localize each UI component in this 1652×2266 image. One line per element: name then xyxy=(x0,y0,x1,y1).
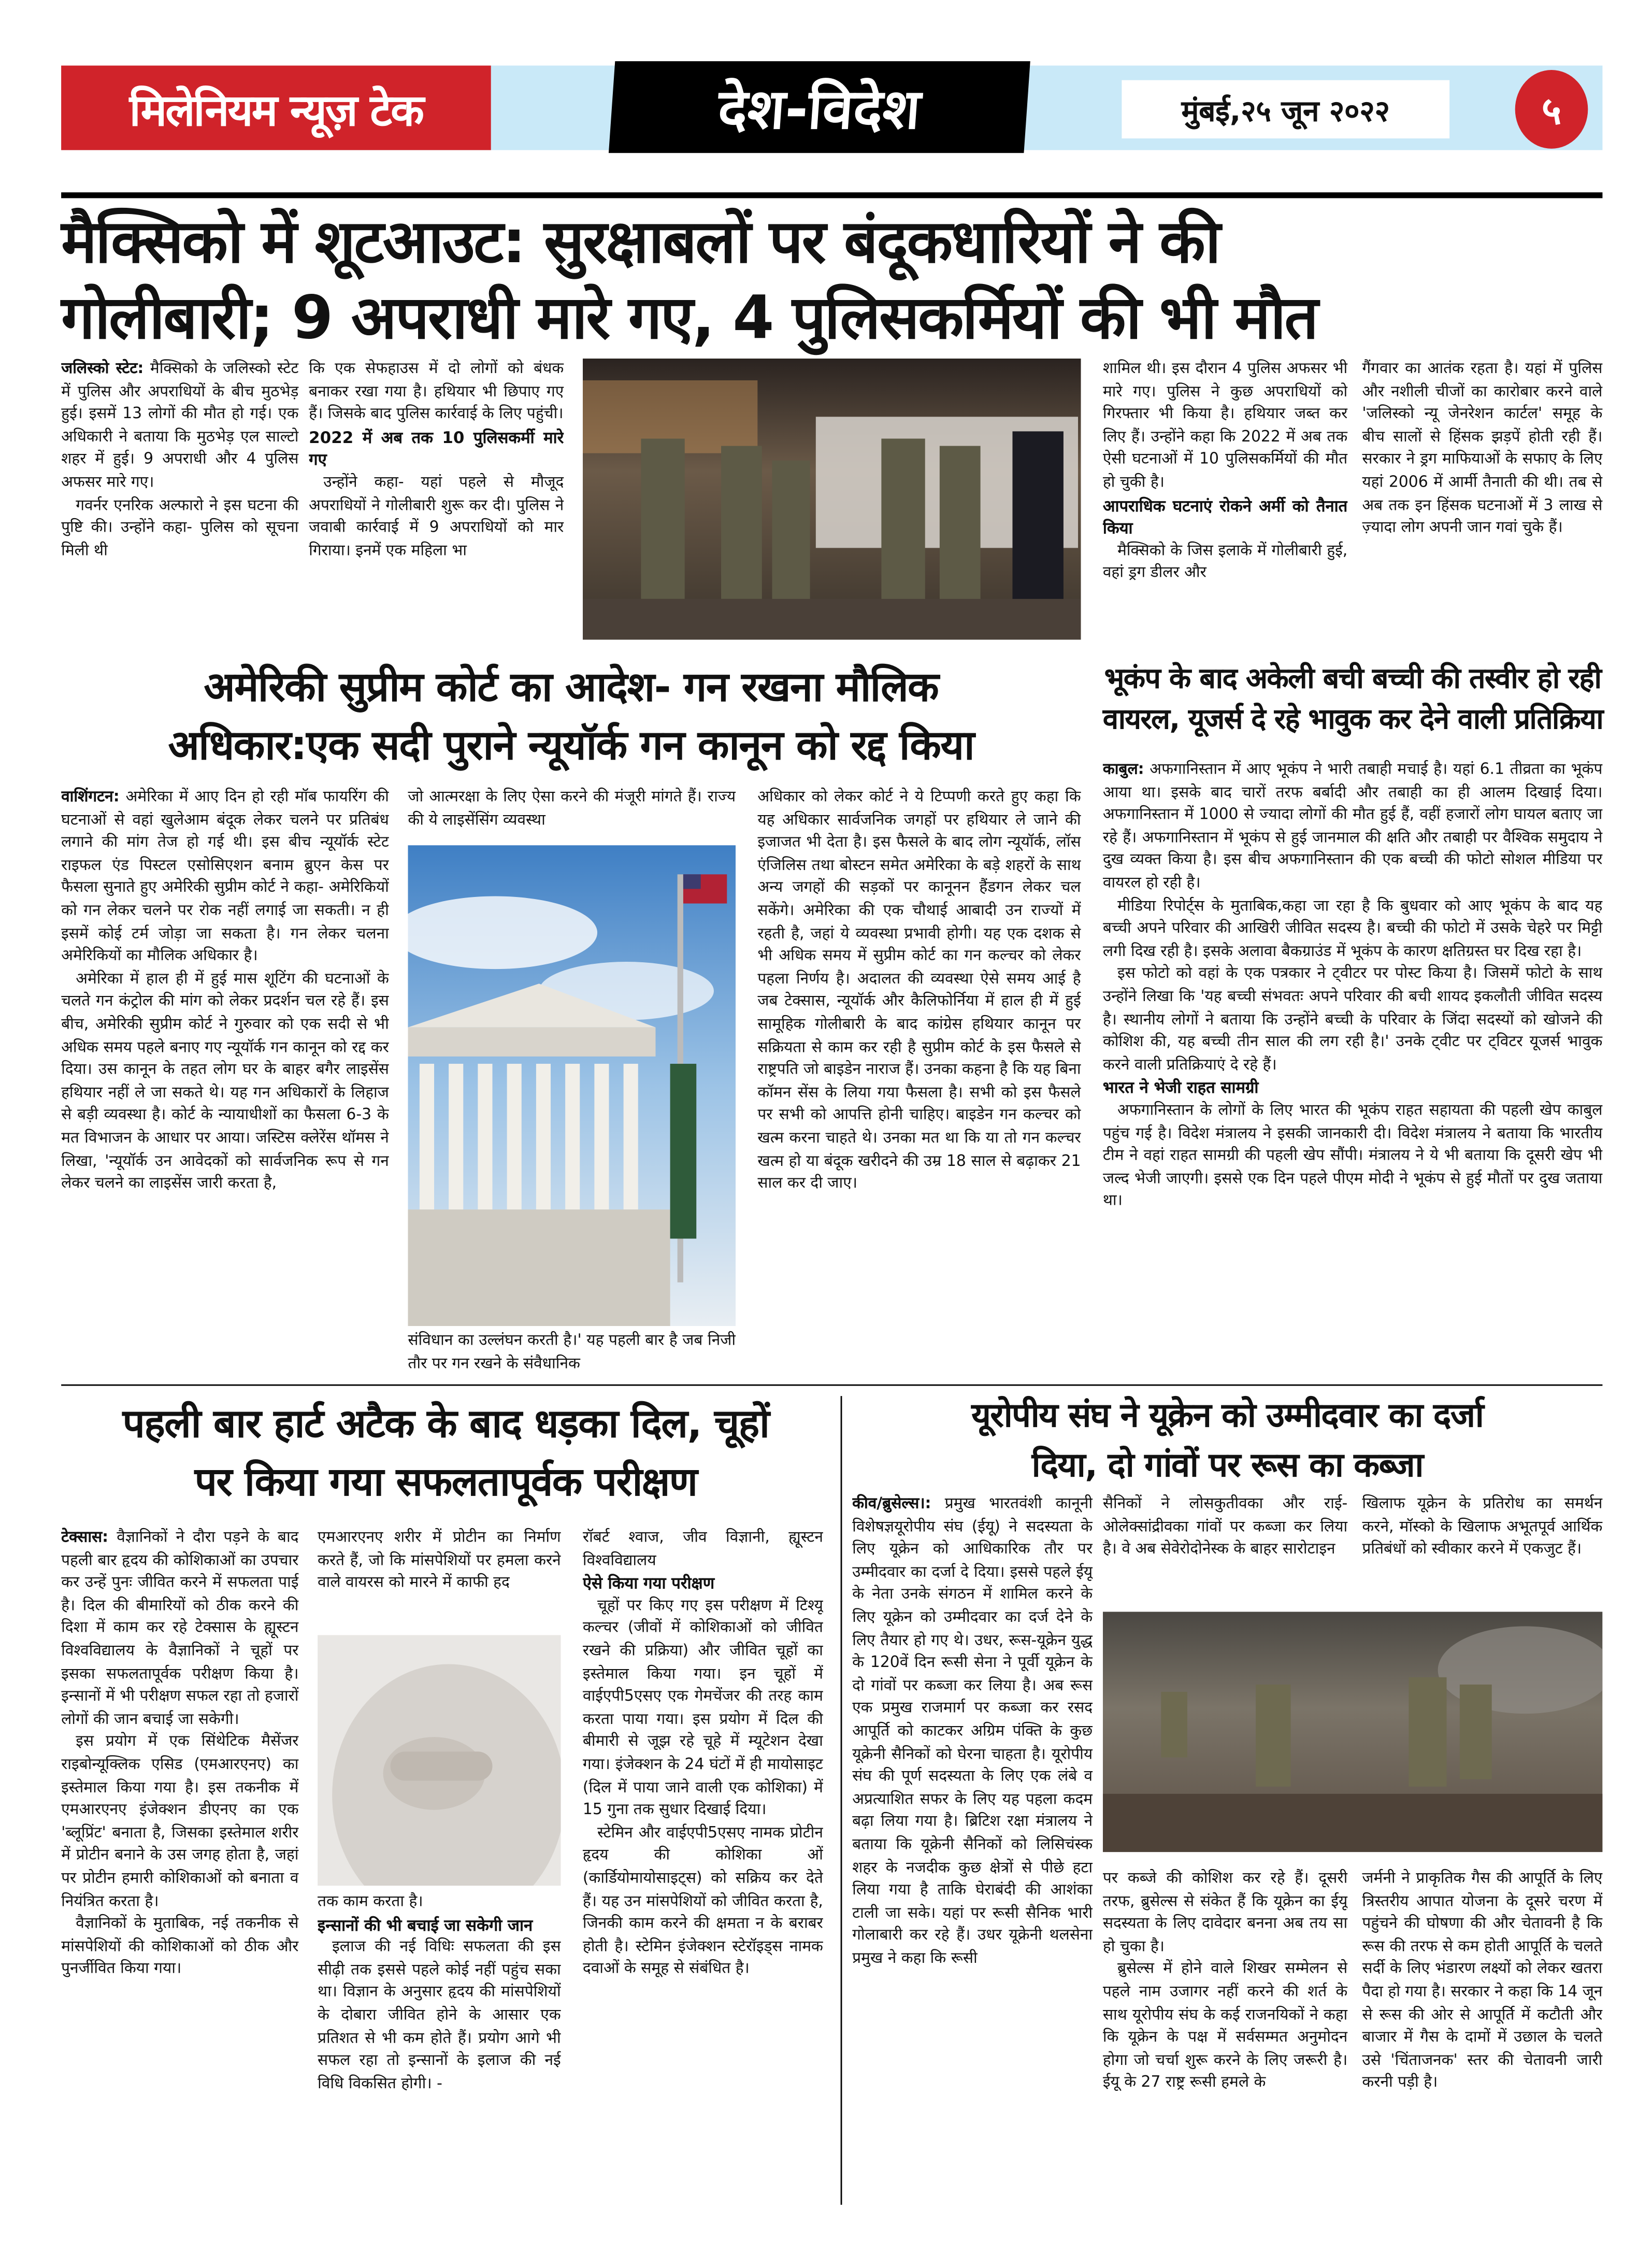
paragraph xyxy=(1362,1868,1602,2096)
paragraph xyxy=(1103,895,1603,964)
subheading: ऐसे किया गया परीक्षण xyxy=(582,1574,715,1593)
story5-column-3-top xyxy=(1362,1494,1602,1607)
paragraph-text: एमआरएनए शरीर में प्रोटीन का निर्माण करते हैं, जो कि मांसपेशियों पर हमला करने वाले वायरस को मारने में काफी हद xyxy=(318,1528,561,1592)
paragraph-text: तक काम करता है। xyxy=(318,1893,423,1911)
paragraph xyxy=(318,1937,561,2096)
story2-column-3 xyxy=(757,787,1081,1379)
paragraph xyxy=(61,968,389,1196)
paragraph-text: ब्रुसेल्स में होने वाले शिखर सम्मेलन से पहले नाम उजागर नहीं करने की शर्त के साथ यूरोपीय संघ के कई राजनयिकों ने कहा कि यूक्रेन के पक्ष में सर्वसम्मत अनुमोदन होगा जो चर्चा शुरू करने के लिए जरूरी है। ईयू के 27 राष्ट्र रूसी हमले के xyxy=(1102,1960,1348,2092)
paragraph xyxy=(61,1527,298,1732)
headline-line: अमेरिकी सुप्रीम कोर्ट का आदेश- गन रखना मौलिक xyxy=(204,663,939,711)
paragraph-text: प्रमुख भारतवंशी कानूनी विशेषज्ञयूरोपीय संघ (ईयू) ने सदस्यता के लिए यूक्रेन को आधिकारिक तौर पर उम्मीदवार का दर्जा दे दिया। इससे पहले ईयू के नेता उनके संगठन में शामिल करने के लिए यूक्रेन को उम्मीदवार का दर्ज देने के लिए तैयार हो गए थे। उधर, रूस-यूक्रेन युद्ध के 120वें दिन रूसी सेना ने पूर्वी यूक्रेन के दो गांवों पर कब्जा कर लिया है। अब रूस एक प्रमुख राजमार्ग पर कब्जा कर रसद आपूर्ति को काटकर अग्रिम पंक्ति के कुछ यूक्रेनी सैनिकों को घेरना चाहता है। यूरोपीय संघ की पूर्ण सदस्यता के लिए एक लंबे व अप्रत्याशित सफर के लिए यह पहला कदम बढ़ा लिया गया है। ब्रिटिश रक्षा मंत्रालय ने बताया कि यूक्रेनी सैनिकों को लिसिचंस्क शहर के नजदीक कुछ क्षेत्रों से पीछे हटा लिया गया है ताकि घेराबंदी की आशंका टाली जा सके। यहां पर रूसी सैनिक भारी गोलाबारी कर रहे हैं। उधर यूक्रेनी थलसेना प्रमुख ने कहा कि रूसी xyxy=(852,1495,1093,1968)
story5-column-2-bottom xyxy=(1103,1868,1347,2205)
subheading: आपराधिक घटनाएं रोकने अर्मी को तैनात किया xyxy=(1102,496,1348,538)
story5-column-1 xyxy=(852,1494,1093,2205)
paragraph-text: स्टेमिन और वाईएपी5एसए नामक प्रोटीन हृदय की कोशिका ओं (कार्डियोमायोसाइट्स) को सक्रिय कर देते हैं। यह उन मांसपेशियों को जीवित करता है, जिनकी काम करने की क्षमता न के बराबर होती है। स्टेमिन इंजेक्शन स्टेरॉइड्स नामक दवाओं के समूह से संबंधित है। xyxy=(582,1824,823,1978)
paragraph-text: मैक्सिको के जलिस्को स्टेट में पुलिस और अपराधियों के बीच मुठभेड़ हुई। इसमें 13 लोगों की मौत हो गई। एक अधिकारी ने बताया कि मुठभेड़ एल साल्टो शहर में हुई। 9 अपराधी और 4 पुलिस अफसर मारे गए। xyxy=(61,360,299,491)
paragraph-text: शामिल थी। इस दौरान 4 पुलिस अफसर भी मारे गए। पुलिस ने कुछ अपराधियों को गिरफ्तार भी किया है। हथियार जब्त कर लिए हैं। उन्होंने कहा कि 2022 में अब तक ऐसी घटनाओं में 10 पुलिसकर्मियों की मौत हो चुकी है। xyxy=(1102,360,1348,491)
masthead-rule xyxy=(61,192,1602,198)
paragraph xyxy=(1103,359,1347,495)
paragraph-text: इस फोटो को वहां के एक पत्रकार ने ट्वीटर पर पोस्ट किया है। जिसमें फोटो के साथ उन्होंने लिखा कि 'यह बच्ची संभवतः अपने परिवार की बची शायद इकलौती जीवित सदस्य है। स्थानीय लोगों ने बताया कि उन्होंने बच्ची के परिवार के जिंदा सदस्यों को खोजने की कोशिश की, यह बच्ची तीन साल की लग रही है।' उनके ट्वीट पर ट्विटर यूजर्स भावुक करने वाली प्रतिक्रियाएं दे रहे हैं। xyxy=(1102,965,1603,1074)
paragraph xyxy=(1362,359,1602,540)
paragraph xyxy=(61,1732,298,1914)
chest-pain-image xyxy=(318,1635,561,1886)
headline-line: दिया, दो गांवों पर रूस का कब्जा xyxy=(1031,1447,1423,1485)
column-divider xyxy=(841,1396,842,2205)
dateline: टेक्सास: xyxy=(61,1528,109,1546)
story5-column-3-bottom xyxy=(1362,1868,1602,2205)
headline-line: भूकंप के बाद अकेली बची बच्ची की तस्वीर हो रही xyxy=(1104,661,1601,695)
paragraph-text: मैक्सिको के जिस इलाके में गोलीबारी हुई, वहां ड्रग डीलर और xyxy=(1102,541,1348,582)
paragraph xyxy=(61,1914,298,1982)
headline-line: अधिकार:एक सदी पुराने न्यूयॉर्क गन कानून को रद्द किया xyxy=(168,721,974,769)
paragraph-text: वैज्ञानिकों ने दौरा पड़ने के बाद पहली बार हृदय की कोशिकाओं का उपचार कर उन्हें पुनः जीवित करने में सफलता पाई है। दिल की बीमारियों को ठीक करने की दिशा में काम कर रहे टेक्सास के ह्यूस्टन विश्वविद्यालय के वैज्ञानिकों ने चूहों पर इसका सफलतापूर्वक परीक्षण किया है। इन्सानों में भी परीक्षण सफल रहा तो हजारों लोगों की जान बचाई जा सकेगी। xyxy=(61,1528,299,1728)
headline-line: पहली बार हार्ट अटैक के बाद धड़का दिल, चूहों xyxy=(122,1402,769,1447)
heart-attack-photo xyxy=(318,1635,561,1886)
paragraph xyxy=(408,787,736,833)
paragraph-text: गैंगवार का आतंक रहता है। यहां में पुलिस और नशीली चीजों का कारोबार करने वाले 'जलिस्को न्यू जेनरेशन कार्टल' समूह के बीच सालों से हिंसक झड़पें होती रही हैं। सरकार ने ड्रग माफियाओं के सफाए के लिए यहां 2006 में आर्मी तैनाती की थी। तब से अब तक इन हिंसक घटनाओं में 3 लाख से ज़्यादा लोग अपनी जान गवां चुके हैं। xyxy=(1362,360,1603,537)
section-title xyxy=(609,61,1030,153)
story3-headline xyxy=(1103,659,1603,740)
paragraph-text: अधिकार को लेकर कोर्ट ने ये टिप्पणी करते हुए कहा कि यह अधिकार सार्वजनिक जगहों पर हथियार ले जाने की इजाजत भी देता है। इस फैसले के बाद लोग न्यूयॉर्क, लॉस एंजिलिस तथा बोस्टन समेत अमेरिका के बड़े शहरों के साथ अन्य जगहों की सड़कों पर कानूनन हैंडगन लेकर चल सकेंगे। अमेरिका की एक चौथाई आबादी उन राज्यों में रहती है, जहां ये व्यवस्था प्रभावी होगी। यह एक दशक से भी अधिक समय में सुप्रीम कोर्ट का गन कल्चर को लेकर पहला निर्णय है। अदालत की व्यवस्था ऐसे समय आई है जब टेक्सास, न्यूयॉर्क और कैलिफोर्निया में हाल ही में हुई सामूहिक गोलीबारी के बाद कांग्रेस हथियार कानून पर सक्रियता से काम कर रही है सुप्रीम कोर्ट के इस फैसले से राष्ट्रपति जो बाइडेन नाराज हैं। उनका कहना है कि यह बिना कॉमन सेंस के लिया गया फैसला है। सभी को इस फैसले पर सभी को आपत्ति होनी चाहिए। बाइडेन गन कल्चर को खत्म करना चाहते थे। उनका मत था कि या तो गन कल्चर खत्म हो या बंदूक खरीदने की उम्र 18 साल से बढ़ाकर 21 साल कर दी जाए। xyxy=(757,788,1081,1192)
paragraph xyxy=(408,1331,736,1376)
paragraph xyxy=(1103,1100,1603,1214)
headline-line: यूरोपीय संघ ने यूक्रेन को उम्मीदवार का दर्जा xyxy=(971,1397,1484,1436)
paragraph xyxy=(583,1595,823,1823)
headline-line: पर किया गया सफलतापूर्वक परीक्षण xyxy=(194,1460,697,1506)
story1-headline xyxy=(61,204,1605,355)
paragraph-text: वैज्ञानिकों के मुताबिक, नई तकनीक से मांसपेशियों की कोशिकाओं को ठीक और पुनर्जीवित किया गया। xyxy=(61,1915,299,1978)
headline-line: वायरल, यूजर्स दे रहे भावुक कर देने वाली प्रतिक्रिया xyxy=(1102,702,1603,736)
dateline: जलिस्को स्टेट: xyxy=(61,360,144,378)
paragraph-text: संविधान का उल्लंघन करती है।' यह पहली बार है जब निजी तौर पर गन रखने के संवैधानिक xyxy=(408,1332,736,1372)
story3-body xyxy=(1103,759,1603,1378)
paragraph-text: अफगानिस्तान के लोगों के लिए भारत की भूकंप राहत सहायता की पहली खेप काबुल पहुंच गई है। विदेश मंत्रालय ने इसकी जानकारी दी। विदेश मंत्रालय ने बताया कि भारतीय टीम ने वहां राहत सामग्री की पहली खेप सौंपी। मंत्रालय ने ये भी बताया कि दूसरी खेप भी जल्द भेजी जाएगी। इससे एक दिन पहले पीएम मोदी ने भूकंप से हुई मौतों पर दुख जताया था। xyxy=(1102,1101,1603,1210)
headline-line: गोलीबारी; 9 अपराधी मारे गए, 4 पुलिसकर्मियों की भी मौत xyxy=(61,282,1317,353)
paragraph-text: रॉबर्ट श्वाज, जीव विज्ञानी, ह्यूस्टन विश्वविद्यालय xyxy=(582,1528,823,1569)
brand-logo-text: मिलेनियम न्यूज़ टेक xyxy=(129,85,423,136)
paragraph-text: पर कब्जे की कोशिश कर रहे हैं। दूसरी तरफ, ब्रुसेल्स से संकेत हैं कि यूक्रेन का ईयू सदस्यता के लिए दावेदार बनना अब तय सा हो चुका है। xyxy=(1102,1870,1348,1956)
section-divider xyxy=(61,1385,1602,1386)
soldiers-image xyxy=(583,359,1081,640)
paragraph xyxy=(1103,1494,1347,1562)
paragraph-text: अफगानिस्तान में आए भूकंप ने भारी तबाही मचाई है। यहां 6.1 तीव्रता का भूकंप आया था। इसके बाद चारों तरफ बर्बादी और तबाही का ही आलम दिखाई दिया। अफगानिस्तान में 1000 से ज्यादा लोगों की मौत हुई हैं, वहीं हजारों लोग घायल बताए जा रहे हैं। अफगानिस्तान में भूकंप से हुई जानमाल की क्षति और तबाही पर वैश्विक समुदाय ने दुख व्यक्त किया है। इस बीच अफगानिस्तान की एक बच्ची की फोटो सोशल मीडिया पर वायरल हो रही है। xyxy=(1102,760,1603,892)
paragraph xyxy=(1103,759,1603,895)
story2-column-2-top xyxy=(408,787,736,834)
paragraph xyxy=(318,1891,561,1914)
paragraph xyxy=(61,359,298,495)
subheading: भारत ने भेजी राहत सामग्री xyxy=(1102,1078,1259,1098)
story4-column-2-top xyxy=(318,1527,561,1620)
paragraph xyxy=(583,1527,823,1573)
dateline: वाशिंगटन: xyxy=(61,788,120,806)
ukraine-soldiers-photo xyxy=(1103,1612,1603,1852)
paragraph-text: सैनिकों ने लोसकुतीवका और राई-ओलेक्सांद्रीवका गांवों पर कब्जा कर लिया है। वे अब सेवेरोदोनेस्क के बाहर सारोटाइन xyxy=(1102,1495,1348,1558)
story5-headline xyxy=(852,1392,1602,1491)
paragraph xyxy=(1103,540,1347,586)
paragraph xyxy=(61,495,298,563)
paragraph xyxy=(61,787,389,969)
dateline: काबुल: xyxy=(1102,760,1144,778)
us-supreme-court-photo xyxy=(408,845,736,1326)
paragraph-text: खिलाफ यूक्रेन के प्रतिरोध का समर्थन करने, मॉस्को के खिलाफ अभूतपूर्व आर्थिक प्रतिबंधों को स्वीकार करने में एकजुट हैं। xyxy=(1362,1495,1603,1558)
story2-headline xyxy=(61,659,1081,775)
paragraph xyxy=(1103,1868,1347,1959)
paragraph-text: इस प्रयोग में एक सिंथेटिक मैसेंजर राइबोन्यूक्लिक एसिड (एमआरएनए) का इस्तेमाल किया गया है। इस तकनीक में एमआरएनए इंजेक्शन डीएनए का एक 'ब्लूप्रिंट' बनाता है, जिसका इस्तेमाल शरीर में प्रोटीन बनाने के उस जगह होता है, जहां पर प्रोटीन हमारी कोशिकाओं को बनाता व नियंत्रित करता है। xyxy=(61,1733,299,1910)
story5-column-2-top xyxy=(1103,1494,1347,1607)
paragraph xyxy=(309,359,564,427)
paragraph-text: चूहों पर किए गए इस परीक्षण में टिश्यू कल्चर (जीवों में कोशिकाओं को जीवित रखने की प्रक्रिया) और जीवित चूहों का इस्तेमाल किया गया। इन चूहों में वाईएपी5एसए एक गेमचेंजर की तरह काम करता पाया गया। इस प्रयोग में दिल की बीमारी से जूझ रहे चूहे में म्यूटेशन देखा गया। इंजेक्शन के 24 घंटों में ही मायोसाइट (दिल में पाया जाने वाली एक कोशिका) में 15 गुना तक सुधार दिखाई दिया। xyxy=(582,1597,823,1819)
story2-column-1 xyxy=(61,787,389,1379)
supreme-court-image xyxy=(408,845,736,1326)
story1-column-4 xyxy=(1362,359,1602,644)
story4-column-1 xyxy=(61,1527,298,2205)
subheading: 2022 में अब तक 10 पुलिसकर्मी मारे गए xyxy=(309,428,564,470)
paragraph-text: मीडिया रिपोर्ट्स के मुताबिक,कहा जा रहा है कि बुधवार को आए भूकंप के बाद यह बच्ची अपने परिवार की आखिरी जीवित सदस्य है। बच्ची की फोटो में उसके चेहरे पर मिट्टी लगी दिख रही है। इसके अलावा बैकग्राउंड में भूकंप के कारण क्षतिग्रस्त घर दिख रहा है। xyxy=(1102,897,1603,960)
subheading: इन्सानों की भी बचाई जा सकेगी जान xyxy=(318,1915,533,1935)
section-title-text: देश-विदेश xyxy=(716,76,923,141)
headline-line: मैक्सिको में शूटआउट: सुरक्षाबलों पर बंदूकधारियों ने की xyxy=(61,207,1219,277)
paragraph-text: जर्मनी ने प्राकृतिक गैस की आपूर्ति के लिए त्रिस्तरीय आपात योजना के दूसरे चरण में पहुंचने की घोषणा की और चेतावनी है कि रूस की तरफ से कम होती आपूर्ति के चलते सर्दी के लिए भंडारण लक्ष्यों को लेकर खतरा पैदा हो गया है। सरकार ने कहा कि 14 जून से रूस की ओर से आपूर्ति में कटौती और बाजार में गैस के दामों में उछाल के चलते उसे 'चिंताजनक' स्तर की चेतावनी जारी करनी पड़ी है। xyxy=(1362,1870,1603,2092)
story4-column-2-bottom xyxy=(318,1891,561,2205)
mexico-police-photo xyxy=(583,359,1081,640)
paragraph xyxy=(757,787,1081,1196)
story4-headline xyxy=(61,1396,830,1513)
paragraph-text: कि एक सेफहाउस में दो लोगों को बंधक बनाकर रखा गया है। हथियार भी छिपाए गए हैं। जिसके बाद पुलिस कार्रवाई के लिए पहुंची। xyxy=(309,360,564,423)
dateline: कीव/ब्रुसेल्स।: xyxy=(852,1495,931,1513)
paragraph xyxy=(1103,1959,1347,2096)
paragraph-text: अमेरिका में आए दिन हो रही मॉब फायरिंग की घटनाओं से वहां खुलेआम बंदूक लेकर चलने पर प्रतिबंध लगाने की मांग तेज हो गई थी। इस बीच न्यूयॉर्क स्टेट राइफल एंड पिस्टल एसोसिएशन बनाम ब्रुएन केस पर फैसला सुनाते हुए अमेरिकी सुप्रीम कोर्ट ने कहा- अमेरिकियों को गन लेकर चलने पर रोक नहीं लगाई जा सकती। न ही इसमें कोई टर्म जोड़ा जा सकता है। गन लेकर चलना अमेरिकियों का मौलिक अधिकार है। xyxy=(61,788,389,965)
story4-column-3 xyxy=(583,1527,823,2205)
brand-logo xyxy=(61,66,491,150)
paragraph xyxy=(309,472,564,563)
edition-date xyxy=(1122,80,1449,138)
paragraph xyxy=(318,1527,561,1595)
paragraph-text: इलाज की नई विधिः सफलता की इस सीढ़ी तक इससे पहले कोई नहीं पहुंच सका था। विज्ञान के अनुसार हृदय की मांसपेशियों के दोबारा जीवित होने के आसार एक प्रतिशत से भी कम होते हैं। प्रयोग आगे भी सफल रहा तो इन्सानों के इलाज की नई विधि विकसित होगी। - xyxy=(318,1938,561,2092)
paragraph-text: गवर्नर एनरिक अल्फारो ने इस घटना की पुष्टि की। उन्होंने कहा- पुलिस को सूचना मिली थी xyxy=(61,496,299,560)
paragraph xyxy=(852,1494,1093,1971)
page-number: ५ xyxy=(1515,70,1588,149)
story1-column-1 xyxy=(61,359,298,644)
paragraph-text: अमेरिका में हाल ही में हुई मास शूटिंग की घटनाओं के चलते गन कंट्रोल की मांग को लेकर प्रदर्शन चल रहे हैं। इस बीच, अमेरिकी सुप्रीम कोर्ट ने गुरुवार को एक सदी से भी अधिक समय पहले बनाए गए न्यूयॉर्क गन कानून को रद्द कर दिया। उस कानून के तहत लोग घर के बाहर बगैर लाइसेंस हथियार नहीं ले जा सकते थे। यह गन अधिकारों के लिहाज से बड़ी व्यवस्था है। कोर्ट के न्यायाधीशों का फैसला 6-3 के मत विभाजन के आधार पर आया। जस्टिस क्लेरेंस थॉमस ने लिखा, 'न्यूयॉर्क उन आवेदकों को सार्वजनिक रूप से गन लेकर चलने का लाइसेंस जारी करता है, xyxy=(61,970,389,1192)
paragraph xyxy=(583,1822,823,1982)
edition-date-text: मुंबई,२५ जून २०२२ xyxy=(1181,92,1390,128)
paragraph xyxy=(1103,964,1603,1077)
battlefield-image xyxy=(1103,1612,1603,1852)
paragraph-text: जो आत्मरक्षा के लिए ऐसा करने की मंजूरी मांगते हैं। राज्य की ये लाइसेंसिंग व्यवस्था xyxy=(408,788,736,829)
paragraph-text: उन्होंने कहा- यहां पहले से मौजूद अपराधियों ने गोलीबारी शुरू कर दी। पुलिस ने जवाबी कार्रवाई में 9 अपराधियों को मार गिराया। इनमें एक महिला भा xyxy=(309,473,564,560)
paragraph xyxy=(1362,1494,1602,1562)
story1-column-2 xyxy=(309,359,564,644)
story1-column-3 xyxy=(1103,359,1347,644)
story2-column-2-bottom xyxy=(408,1331,736,1379)
